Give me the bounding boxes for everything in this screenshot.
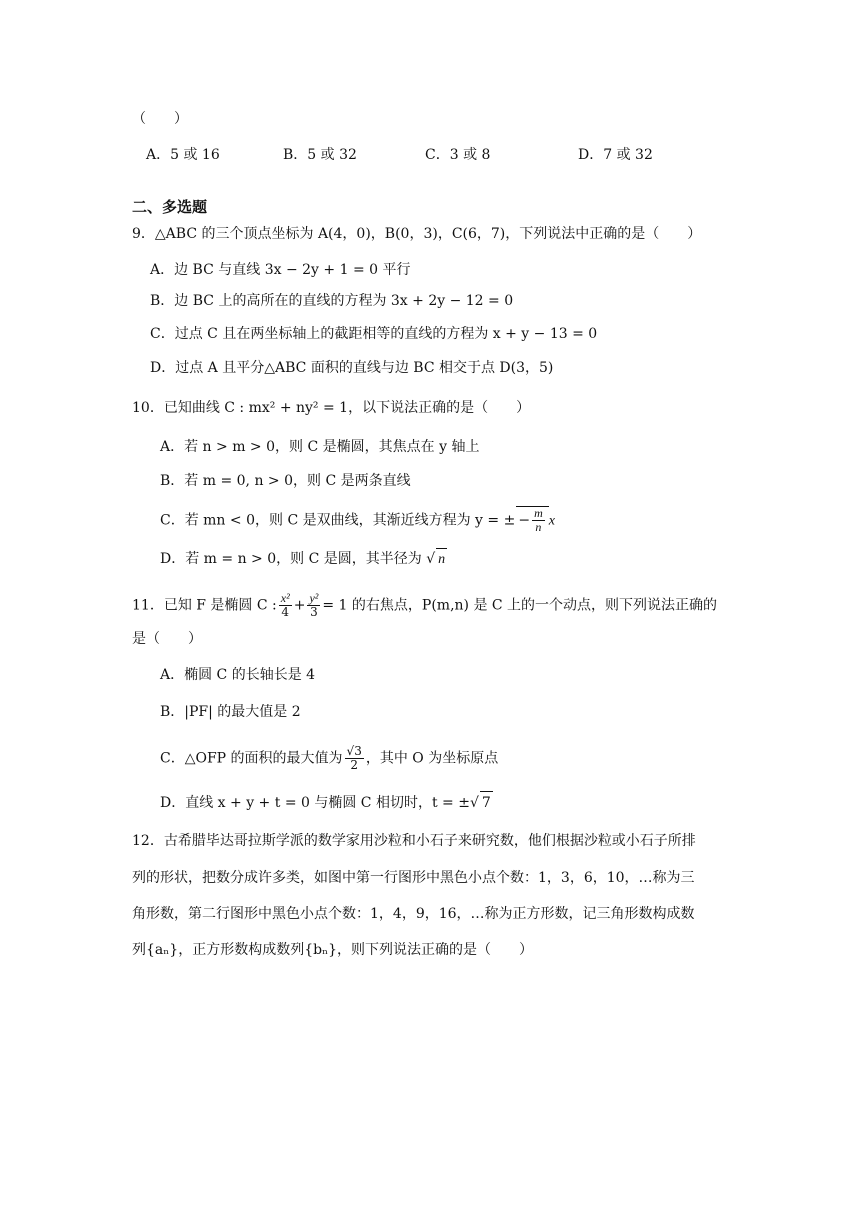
q11-stem-rest: = 1 的右焦点，P(m,n) 是 C 上的一个动点，则下列说法正确的 — [322, 597, 718, 614]
q8-option-c: C．3 或 8 — [425, 147, 491, 163]
fraction-numerator: m — [534, 506, 543, 520]
q12-line-1: 12．古希腊毕达哥拉斯学派的数学家用沙粒和小石子来研究数，他们根据沙粒或小石子所排 — [132, 833, 696, 849]
q9-option-d: D．过点 A 且平分△ABC 面积的直线与边 BC 相交于点 D(3，5) — [150, 360, 554, 376]
q9-option-a: A．边 BC 与直线 3x − 2y + 1 = 0 平行 — [150, 262, 411, 278]
q11-option-b: B．|PF| 的最大值是 2 — [160, 704, 301, 720]
q10-option-b: B．若 m = 0, n > 0，则 C 是两条直线 — [160, 473, 411, 489]
q12-line-3: 角形数，第二行图形中黑色小点个数：1，4，9，16，…称为正方形数，记三角形数构成数 — [132, 906, 695, 922]
q10-option-c — [160, 506, 555, 534]
q11-stem-text: 11．已知 F 是椭圆 C : — [132, 597, 277, 614]
fraction-denominator: n — [535, 520, 542, 534]
q8-answer-paren: （ ） — [132, 111, 188, 127]
q11-option-c — [160, 745, 498, 772]
fraction-denominator: 4 — [281, 605, 290, 619]
q10-option-d: D．若 m = n > 0，则 C 是圆，其半径为 √ n — [160, 548, 447, 571]
radicand: 7 — [480, 791, 493, 814]
fraction-denominator: 3 — [310, 605, 318, 619]
q9-option-c: C．过点 C 且在两坐标轴上的截距相等的直线的方程为 x + y − 13 = 0 — [150, 326, 598, 342]
q9-stem: 9．△ABC 的三个顶点坐标为 A(4，0)，B(0，3)，C(6，7)，下列说法中正确的是（ ） — [132, 226, 702, 242]
q8-option-a: A．5 或 16 — [146, 147, 220, 163]
q9-option-b: B．边 BC 上的高所在的直线的方程为 3x + 2y − 12 = 0 — [150, 293, 514, 309]
q12-line-2: 列的形状，把数分成许多类，如图中第一行图形中黑色小点个数：1，3，6，10，…称为三 — [132, 870, 695, 886]
fraction-y — [307, 592, 320, 619]
q8-option-b: B．5 或 32 — [283, 147, 357, 163]
fraction — [532, 507, 545, 534]
sqrt-symbol: − $\frac{m}{n}$ — [516, 506, 548, 534]
fraction-numerator: y² — [309, 591, 319, 605]
q11-stem: 11．已知 F 是椭圆 C : $\frac{\text{x²}}{4}$ + $\frac{\text{y²}}{3}$ = 1 的右焦点，P(m,n) 是 C 上的一个动点，则下列说法正确的 — [132, 591, 718, 619]
q12-line-4: 列{aₙ}，正方形数构成数列{bₙ}，则下列说法正确的是（ ） — [132, 942, 534, 958]
q11-option-d-text: D．直线 x + y + t = 0 与椭圆 C 相切时，t = ± — [160, 795, 470, 811]
q10-option-c-text: C．若 mn < 0，则 C 是双曲线，其渐近线方程为 y = ± — [160, 512, 516, 529]
q10-option-a: A．若 n > m > 0，则 C 是椭圆，其焦点在 y 轴上 — [160, 439, 480, 455]
fraction-denominator: 2 — [350, 758, 358, 772]
fraction-numerator: √3 — [346, 744, 362, 758]
q10-option-d-text: D．若 m = n > 0，则 C 是圆，其半径为 — [160, 551, 427, 567]
fraction — [345, 745, 364, 772]
q8-option-d: D．7 或 32 — [578, 147, 653, 163]
fraction-numerator: x² — [280, 591, 290, 605]
radicand: n — [436, 548, 447, 571]
section-title: 二、多选题 — [132, 198, 208, 216]
q10-stem: 10．已知曲线 C : mx² + ny² = 1，以下说法正确的是（ ） — [132, 400, 531, 416]
q11-option-c-text: C．△OFP 的面积的最大值为 — [160, 750, 343, 767]
q11-stem-line2: 是（ ） — [132, 631, 202, 647]
q10-option-c-var: x — [548, 513, 555, 529]
q11-option-a: A．椭圆 C 的长轴长是 4 — [160, 667, 316, 683]
fraction-x — [279, 592, 292, 619]
q11-option-c-rest: ，其中 O 为坐标原点 — [365, 750, 499, 767]
q11-option-d: D．直线 x + y + t = 0 与椭圆 C 相切时，t = ±√ 7 — [160, 791, 493, 814]
